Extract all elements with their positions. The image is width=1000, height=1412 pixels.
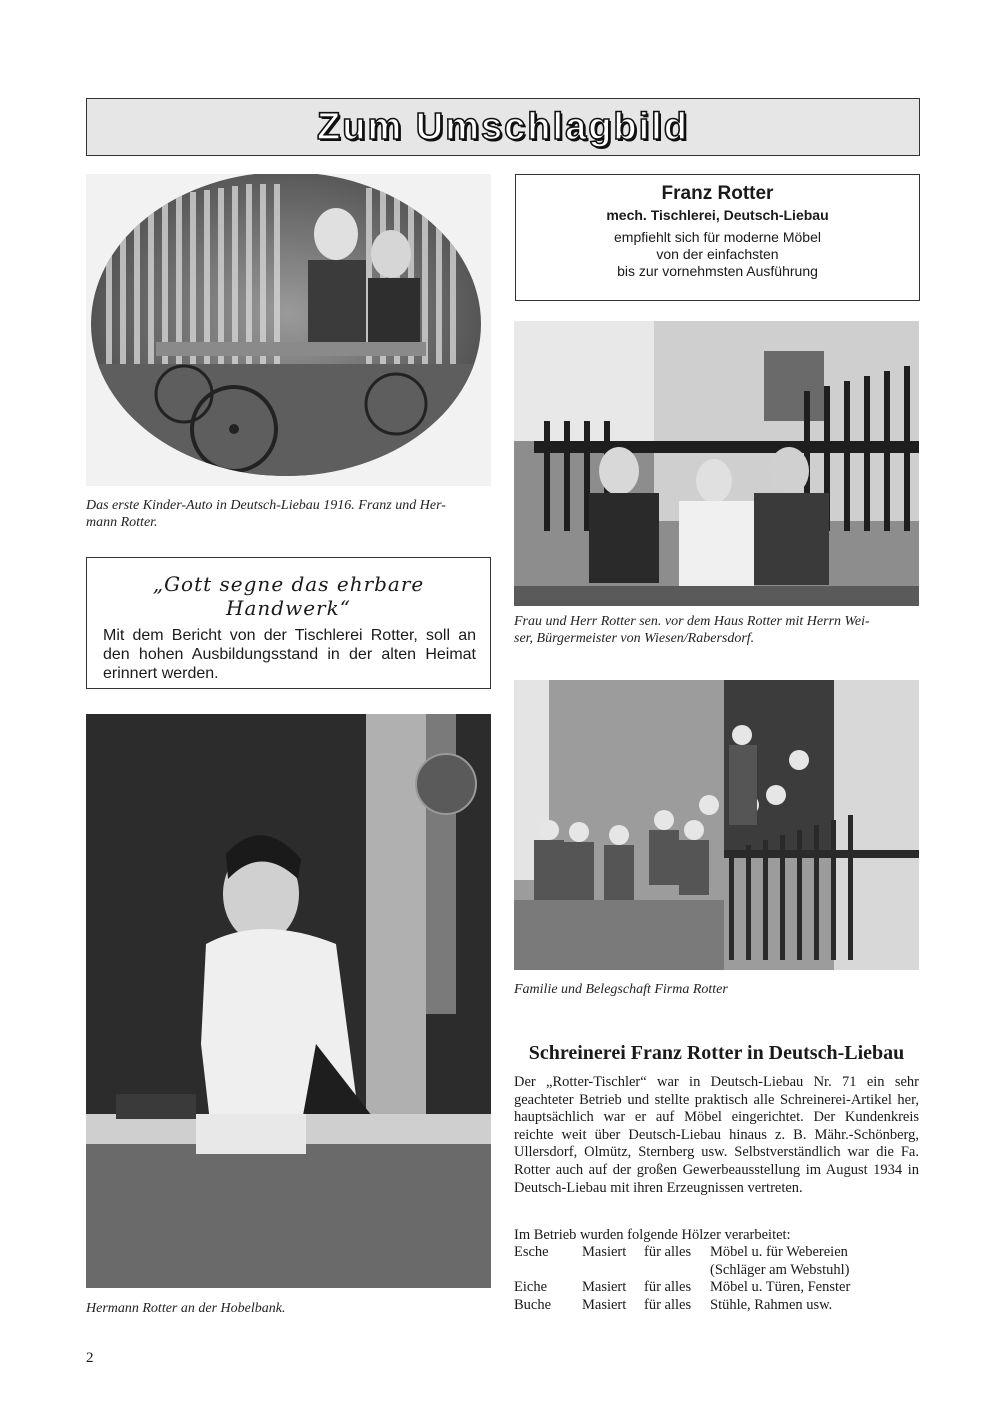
article-paragraph: Der „Rotter-Tischler“ war in Deutsch-Liebau Nr. 71 ein sehr geachteter Betrieb und stellte praktisch alle Schreinerei-Artikel her, hauptsächlich war er auf Möbel eingerichtet. Der Kundenkreis reichte weit über Deutsch-Liebau hinaus z. B. Mähr.-Schönberg, Ullersdorf, Olmütz, Sternberg usw. Selbstverständlich war die Fa. Rotter auch auf der großen Gewerbeausstellung im August 1934 in Deutsch-Liebau mit ihren Erzeugnissen vertreten. <box>514 1074 919 1196</box>
quote-box <box>86 557 491 689</box>
table-row <box>514 1297 919 1315</box>
wood-use-line2: (Schläger am Webstuhl) <box>710 1261 850 1278</box>
photo-haus <box>514 321 919 606</box>
wood-type: Masiert <box>582 1279 627 1296</box>
wood-name: Eiche <box>514 1279 548 1296</box>
wood-name: Buche <box>514 1296 552 1313</box>
photo-kinderauto-image <box>86 174 491 486</box>
caption-haus-line1: Frau und Herr Rotter sen. vor dem Haus Rotter mit Herrn Wei- <box>514 614 870 629</box>
quote-body: Mit dem Bericht von der Tischlerei Rotter, soll an den hohen Ausbildungsstand in der alten Heimat erinnert werden. <box>103 627 476 682</box>
photo-kinderauto <box>86 174 491 486</box>
header-title-box <box>86 98 920 156</box>
wood-scope: für alles <box>644 1244 692 1260</box>
wood-use: Stühle, Rahmen usw. <box>710 1296 833 1313</box>
article-title: Schreinerei Franz Rotter in Deutsch-Liebau <box>528 1042 905 1064</box>
advert-subtitle: mech. Tischlerei, Deutsch-Liebau <box>606 207 829 223</box>
photo-hobelbank-image <box>86 714 491 1288</box>
wood-use: Möbel u. Türen, Fenster <box>710 1279 851 1296</box>
quote-heading: „Gott segne das ehrbare Handwerk“ <box>152 572 425 620</box>
advert-box <box>515 174 920 301</box>
wood-scope: für alles <box>644 1296 692 1313</box>
caption-kinderauto <box>86 497 491 531</box>
wood-type: Masiert <box>582 1244 627 1260</box>
wood-name: Esche <box>514 1244 549 1260</box>
caption-kinderauto-line1: Das erste Kinder-Auto in Deutsch-Liebau 1916. Franz und Her- <box>86 498 446 513</box>
advert-name: Franz Rotter <box>661 183 774 204</box>
wood-use-line1: Möbel u. für Webereien <box>710 1244 848 1260</box>
advert-line-1: empfiehlt sich für moderne Möbel <box>614 229 821 245</box>
page-number: 2 <box>86 1350 94 1366</box>
caption-belegschaft: Familie und Belegschaft Firma Rotter <box>514 982 728 997</box>
wood-scope: für alles <box>644 1279 692 1296</box>
photo-hobelbank <box>86 714 491 1288</box>
caption-hobelbank: Hermann Rotter an der Hobelbank. <box>86 1301 286 1316</box>
photo-belegschaft-image <box>514 680 919 970</box>
table-row <box>514 1244 919 1279</box>
advert-line-2: von der einfachsten <box>656 246 779 262</box>
wood-table <box>514 1244 919 1314</box>
caption-haus <box>514 613 919 647</box>
caption-haus-line2: ser, Bürgermeister von Wiesen/Rabersdorf. <box>514 631 755 646</box>
wood-use <box>710 1244 919 1279</box>
article-list-intro: Im Betrieb wurden folgende Hölzer verarbeitet: <box>514 1227 791 1243</box>
page-title: Zum Umschlagbild <box>317 105 689 148</box>
caption-kinderauto-line2: mann Rotter. <box>86 515 158 530</box>
photo-belegschaft <box>514 680 919 970</box>
photo-haus-image <box>514 321 919 606</box>
table-row <box>514 1279 919 1297</box>
wood-type: Masiert <box>582 1296 627 1313</box>
advert-line-3: bis zur vornehmsten Ausführung <box>617 263 818 279</box>
